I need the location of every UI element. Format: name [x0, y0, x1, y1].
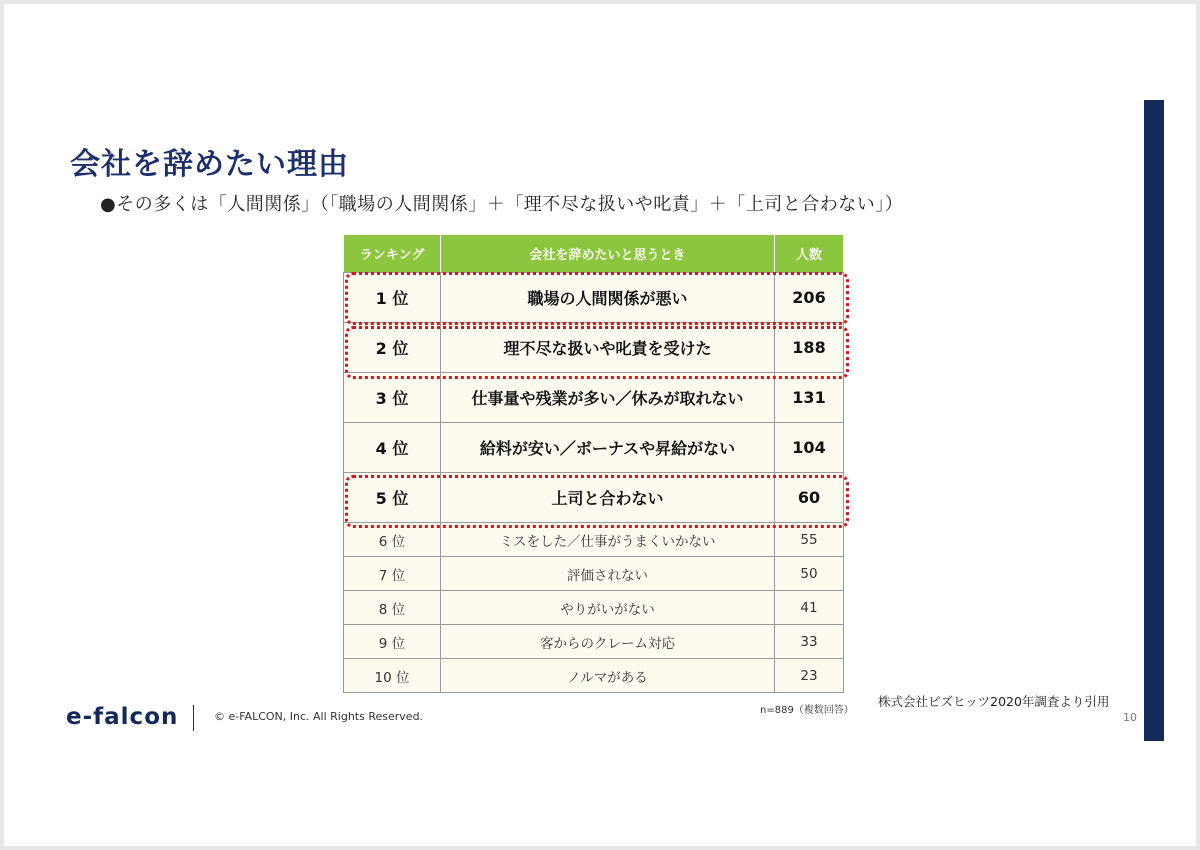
ranking-table — [343, 234, 844, 693]
table-row — [344, 557, 844, 591]
footer-divider — [193, 705, 194, 731]
count-cell: 206 — [775, 273, 844, 323]
table-row — [344, 273, 844, 323]
count-cell: 33 — [775, 625, 844, 659]
rank-cell: 9 位 — [344, 625, 441, 659]
sample-size-note: n=889（複数回答） — [760, 705, 854, 716]
reason-cell: 客からのクレーム対応 — [441, 625, 775, 659]
company-logo: e-falcon — [66, 704, 179, 730]
table-row — [344, 373, 844, 423]
slide-title: 会社を辞めたい理由 — [70, 147, 349, 182]
header-reason: 会社を辞めたいと思うとき — [441, 235, 775, 273]
slide-subtitle: ●その多くは「人間関係」（「職場の人間関係」＋「理不尽な扱いや叱責」＋「上司と合わない」） — [100, 194, 904, 215]
reason-cell: 上司と合わない — [441, 473, 775, 523]
count-cell: 50 — [775, 557, 844, 591]
reason-cell: ノルマがある — [441, 659, 775, 693]
rank-cell: 6 位 — [344, 523, 441, 557]
rank-cell: 5 位 — [344, 473, 441, 523]
header-count: 人数 — [775, 235, 844, 273]
reason-cell: 給料が安い／ボーナスや昇給がない — [441, 423, 775, 473]
rank-cell: 7 位 — [344, 557, 441, 591]
count-cell: 55 — [775, 523, 844, 557]
page-number: 10 — [1123, 711, 1137, 724]
rank-cell: 2 位 — [344, 323, 441, 373]
count-cell: 104 — [775, 423, 844, 473]
rank-cell: 1 位 — [344, 273, 441, 323]
count-cell: 131 — [775, 373, 844, 423]
table-row — [344, 659, 844, 693]
table-row — [344, 323, 844, 373]
count-cell: 60 — [775, 473, 844, 523]
reason-cell: 仕事量や残業が多い／休みが取れない — [441, 373, 775, 423]
rank-cell: 4 位 — [344, 423, 441, 473]
count-cell: 23 — [775, 659, 844, 693]
reason-cell: やりがいがない — [441, 591, 775, 625]
header-rank: ランキング — [344, 235, 441, 273]
source-citation: 株式会社ビズヒッツ2020年調査より引用 — [878, 694, 1110, 709]
rank-cell: 10 位 — [344, 659, 441, 693]
reason-cell: 評価されない — [441, 557, 775, 591]
ranking-table-container — [343, 234, 843, 693]
copyright-text: © e-FALCON, Inc. All Rights Reserved. — [214, 710, 424, 723]
count-cell: 188 — [775, 323, 844, 373]
table-row — [344, 423, 844, 473]
table-row — [344, 473, 844, 523]
reason-cell: 理不尽な扱いや叱責を受けた — [441, 323, 775, 373]
table-row — [344, 523, 844, 557]
accent-bar — [1144, 100, 1164, 741]
rank-cell: 8 位 — [344, 591, 441, 625]
table-row — [344, 591, 844, 625]
count-cell: 41 — [775, 591, 844, 625]
rank-cell: 3 位 — [344, 373, 441, 423]
reason-cell: 職場の人間関係が悪い — [441, 273, 775, 323]
table-header-row — [344, 235, 844, 273]
table-row — [344, 625, 844, 659]
reason-cell: ミスをした／仕事がうまくいかない — [441, 523, 775, 557]
